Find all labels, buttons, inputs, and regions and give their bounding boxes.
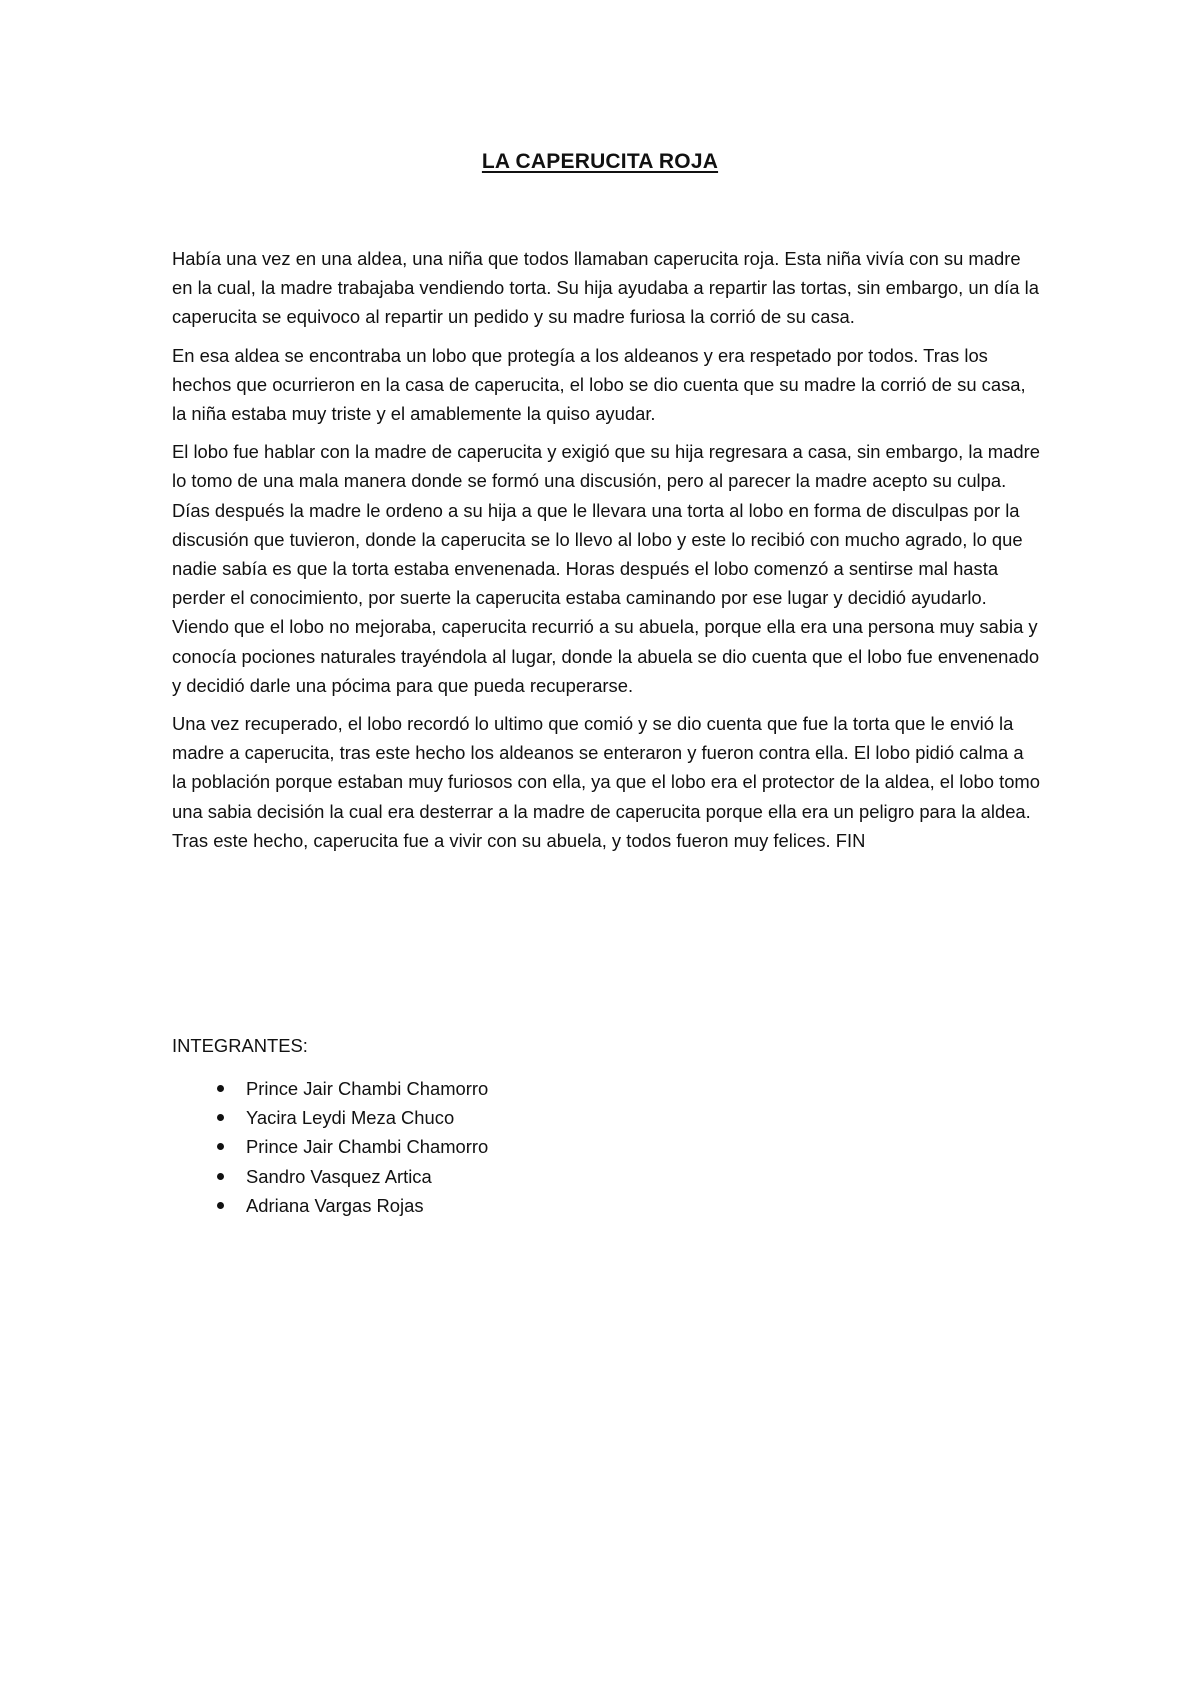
- story-body: [172, 244, 1042, 864]
- bullet-icon: [217, 1114, 224, 1121]
- story-paragraph-4: Una vez recuperado, el lobo recordó lo ultimo que comió y se dio cuenta que fue la torta que le envió la madre a caperucita, tras este hecho los aldeanos se enteraron y fueron contra ella. El lobo pidió calma a la población porque estaban muy furiosos con ella, ya que el lobo era el protector de la aldea, el lobo tomo una sabia decisión la cual era desterrar a la madre de caperucita porque ella era un peligro para la aldea. Tras este hecho, caperucita fue a vivir con su abuela, y todos fueron muy felices. FIN: [172, 713, 1040, 851]
- bullet-icon: [217, 1085, 224, 1092]
- members-heading: INTEGRANTES:: [172, 1035, 308, 1056]
- member-name: Sandro Vasquez Artica: [246, 1165, 432, 1187]
- member-item: [172, 1191, 488, 1220]
- bullet-icon: [217, 1143, 224, 1150]
- bullet-icon: [217, 1202, 224, 1209]
- member-item: [172, 1162, 488, 1191]
- member-item: [172, 1132, 488, 1161]
- document-title: LA CAPERUCITA ROJA: [481, 150, 719, 173]
- member-name: Prince Jair Chambi Chamorro: [246, 1136, 489, 1158]
- bullet-icon: [217, 1173, 224, 1180]
- member-name: Yacira Leydi Meza Chuco: [246, 1107, 455, 1129]
- story-paragraph-2: En esa aldea se encontraba un lobo que protegía a los aldeanos y era respetado por todos. Tras los hechos que ocurrieron en la casa de caperucita, el lobo se dio cuenta que su madre la corrió de su casa, la niña estaba muy triste y el amablemente la quiso ayudar.: [172, 344, 1026, 425]
- member-name: Prince Jair Chambi Chamorro: [246, 1078, 489, 1099]
- story-paragraph-3: El lobo fue hablar con la madre de caperucita y exigió que su hija regresara a casa, sin embargo, la madre lo tomo de una mala manera donde se formó una discusión, pero al parecer la madre acepto su culpa. Días después la madre le ordeno a su hija a que le llevara una torta al lobo en forma de disculpas por la discusión que tuvieron, donde la caperucita se lo llevo al lobo y este lo recibió con mucho agrado, lo que nadie sabía es que la torta estaba envenenada. Horas después el lobo comenzó a sentirse mal hasta perder el conocimiento, por suerte la caperucita estaba caminando por ese lugar y decidió ayudarlo. Viendo que el lobo no mejoraba, caperucita recurrió a su abuela, porque ella era una persona muy sabia y conocía pociones naturales trayéndola al lugar, donde la abuela se dio cuenta que el lobo fue envenenado y decidió darle una pócima para que pueda recuperarse.: [172, 441, 1040, 696]
- members-list: [172, 1074, 488, 1220]
- story-paragraph-1: Había una vez en una aldea, una niña que todos llamaban caperucita roja. Esta niña vivía con su madre en la cual, la madre trabajaba vendiendo torta. Su hija ayudaba a repartir las tortas, sin embargo, un día la caperucita se equivoco al repartir un pedido y su madre furiosa la corrió de su casa.: [172, 248, 1039, 328]
- member-name: Adriana Vargas Rojas: [246, 1194, 424, 1216]
- member-item: [172, 1074, 488, 1103]
- member-item: [172, 1103, 488, 1132]
